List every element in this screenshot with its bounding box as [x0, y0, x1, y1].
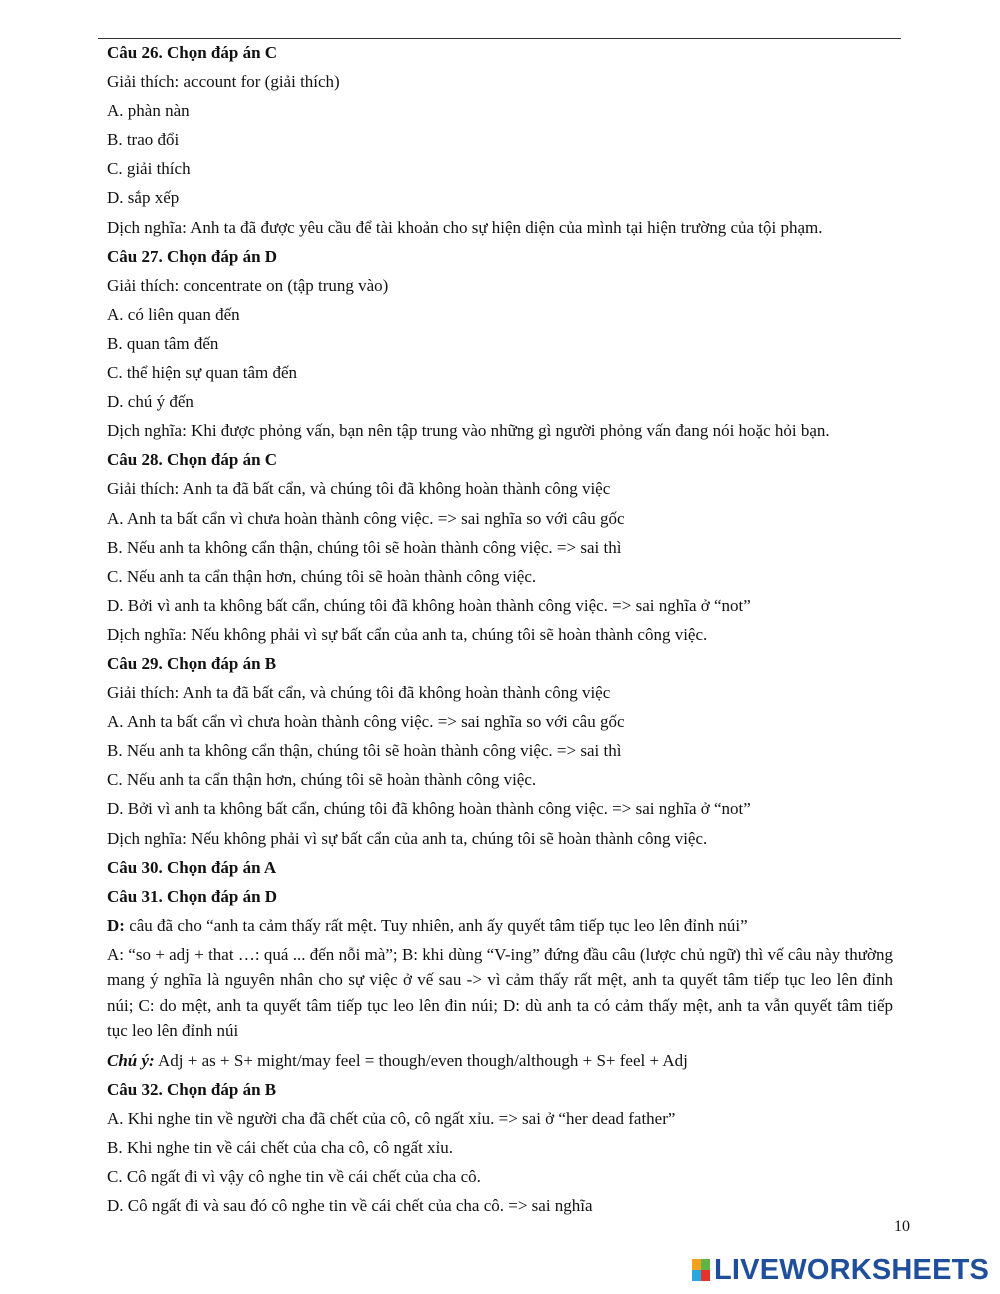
question-28-explanation: Giải thích: Anh ta đã bất cẩn, và chúng tôi đã không hoàn thành công việc	[107, 479, 611, 499]
question-27-translation: Dịch nghĩa: Khi được phỏng vấn, bạn nên tập trung vào những gì người phỏng vấn đang nói hoặc hỏi bạn.	[107, 421, 830, 441]
question-27-option-a: A. có liên quan đến	[107, 304, 240, 324]
question-28-option-d: D. Bởi vì anh ta không bất cẩn, chúng tôi đã không hoàn thành công việc. => sai nghĩa ở “not”	[107, 595, 751, 615]
question-27-option-c: C. thể hiện sự quan tâm đến	[107, 363, 298, 383]
question-31-note	[107, 1046, 893, 1075]
question-28-option-b: B. Nếu anh ta không cẩn thận, chúng tôi sẽ hoàn thành công việc. => sai thì	[107, 537, 622, 557]
question-29-heading: Câu 29. Chọn đáp án B	[107, 653, 277, 673]
liveworksheets-logo-text: LIVEWORKSHEETS	[714, 1253, 990, 1286]
question-27-option-b: B. quan tâm đến	[107, 333, 219, 353]
question-29-option-b: B. Nếu anh ta không cẩn thận, chúng tôi sẽ hoàn thành công việc. => sai thì	[107, 741, 622, 761]
answer-key-content	[107, 38, 893, 1220]
question-26-heading: Câu 26. Chọn đáp án C	[107, 43, 278, 62]
liveworksheets-logo-icon	[692, 1259, 710, 1281]
question-28-translation: Dịch nghĩa: Nếu không phải vì sự bất cẩn của anh ta, chúng tôi sẽ hoàn thành công việc.	[107, 624, 708, 644]
question-27-explanation: Giải thích: concentrate on (tập trung vào)	[107, 275, 389, 295]
question-32-option-b: B. Khi nghe tin về cái chết của cha cô, cô ngất xỉu.	[107, 1137, 454, 1157]
liveworksheets-logo[interactable]	[692, 1253, 989, 1287]
question-32-option-a: A. Khi nghe tin về người cha đã chết của cô, cô ngất xỉu. => sai ở “her dead father”	[107, 1108, 676, 1128]
question-31-analysis: A: “so + adj + that …: quá ... đến nỗi mà”; B: khi dùng “V-ing” đứng đầu câu (lược chủ ngữ) thì vế câu này thường mang ý nghĩa là nguyên nhân cho sự việc ở vế sau -> vì cảm thấy rất mệt, anh ta quyết tâm tiếp tục leo lên đỉnh núi; C: do mệt, anh ta quyết tâm tiếp tục leo lên đin núi; D: dù anh ta có cảm thấy mệt, anh ta vẫn quyết tâm tiếp tục leo lên đỉnh núi	[107, 944, 893, 1041]
question-29-option-d: D. Bởi vì anh ta không bất cẩn, chúng tôi đã không hoàn thành công việc. => sai nghĩa ở “not”	[107, 799, 751, 819]
question-31-d-text: câu đã cho “anh ta cảm thấy rất mệt. Tuy nhiên, anh ấy quyết tâm tiếp tục leo lên đỉnh núi”	[124, 915, 748, 935]
question-29-translation: Dịch nghĩa: Nếu không phải vì sự bất cẩn của anh ta, chúng tôi sẽ hoàn thành công việc.	[107, 828, 708, 848]
page-number: 10	[894, 1218, 910, 1235]
question-29-option-a: A. Anh ta bất cẩn vì chưa hoàn thành công việc. => sai nghĩa so với câu gốc	[107, 712, 625, 732]
question-29-explanation: Giải thích: Anh ta đã bất cẩn, và chúng tôi đã không hoàn thành công việc	[107, 683, 611, 703]
question-31-heading: Câu 31. Chọn đáp án D	[107, 886, 278, 906]
question-29-option-c: C. Nếu anh ta cẩn thận hơn, chúng tôi sẽ hoàn thành công việc.	[107, 770, 537, 790]
question-30-heading: Câu 30. Chọn đáp án A	[107, 857, 277, 877]
question-27-option-d: D. chú ý đến	[107, 392, 194, 412]
question-31-note-text: Adj + as + S+ might/may feel = though/even though/although + S+ feel + Adj	[154, 1050, 688, 1070]
question-31-note-label: Chú ý:	[107, 1050, 155, 1070]
question-31-d-label: D:	[107, 915, 125, 935]
question-32-option-c: C. Cô ngất đi vì vậy cô nghe tin về cái chết của cha cô.	[107, 1166, 481, 1186]
question-26-option-d: D. sắp xếp	[107, 188, 180, 208]
question-27-heading: Câu 27. Chọn đáp án D	[107, 246, 278, 266]
question-28-option-a: A. Anh ta bất cẩn vì chưa hoàn thành công việc. => sai nghĩa so với câu gốc	[107, 508, 625, 528]
question-26-explanation: Giải thích: account for (giải thích)	[107, 72, 340, 92]
question-26-option-a: A. phàn nàn	[107, 101, 190, 121]
question-31-given-sentence	[107, 911, 893, 940]
question-28-heading: Câu 28. Chọn đáp án C	[107, 450, 278, 470]
question-32-option-d: D. Cô ngất đi và sau đó cô nghe tin về cái chết của cha cô. => sai nghĩa	[107, 1196, 593, 1215]
question-26-translation: Dịch nghĩa: Anh ta đã được yêu cầu để tài khoản cho sự hiện diện của mình tại hiện trường của tội phạm.	[107, 217, 823, 237]
question-26-option-b: B. trao đổi	[107, 130, 180, 150]
question-26-option-c: C. giải thích	[107, 159, 191, 179]
question-28-option-c: C. Nếu anh ta cẩn thận hơn, chúng tôi sẽ hoàn thành công việc.	[107, 566, 537, 586]
question-32-heading: Câu 32. Chọn đáp án B	[107, 1079, 277, 1099]
